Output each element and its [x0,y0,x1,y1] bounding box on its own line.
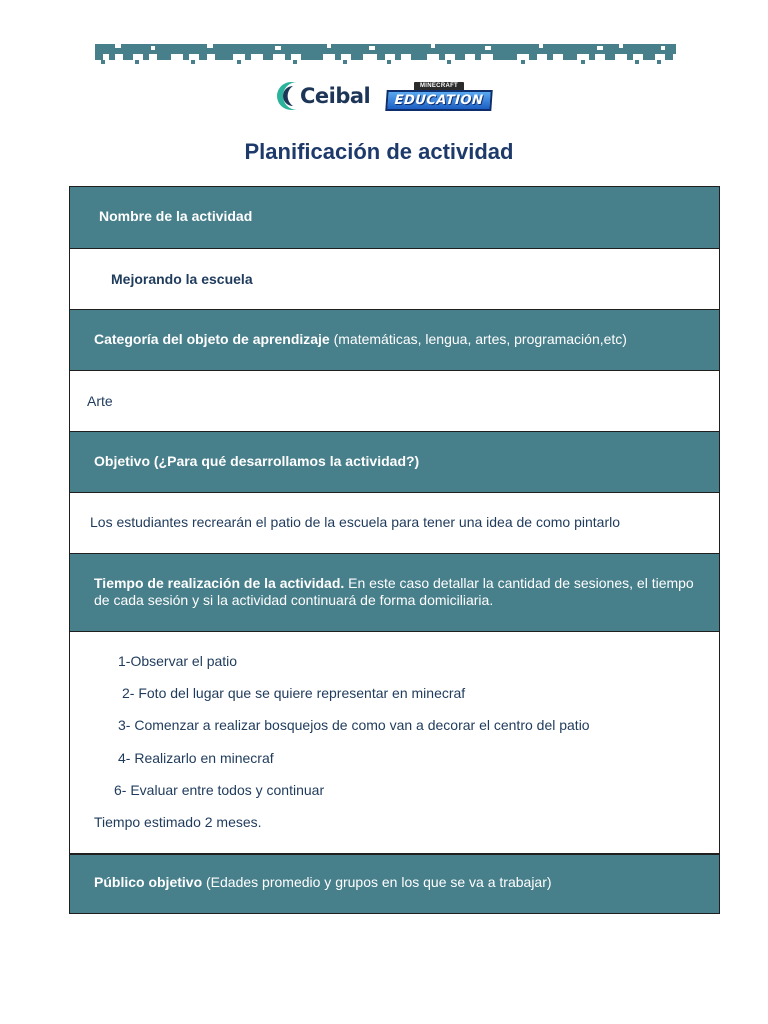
nombre-value-row [70,248,719,309]
categoria-header-row [70,309,719,370]
ceibal-logo-text: Ceibal [300,84,371,108]
step-item: 4- Realizarlo en minecraf [118,750,274,766]
objetivo-value: Los estudiantes recrearán el patio de la escuela para tener una idea de como pintarlo [90,514,621,530]
nombre-label: Nombre de la actividad [99,208,253,224]
step-item: 1-Observar el patio [118,653,238,669]
tiempo-label: Tiempo de realización de la actividad. En este caso detallar la cantidad de sesiones, el tiempo de cada sesión y si la actividad continuará de forma domiciliaria. [94,575,694,608]
logo-bar [0,78,768,114]
tiempo-value-row [70,631,719,853]
pixel-banner [95,44,676,64]
pixel-pattern-graphic [95,44,676,64]
nombre-value: Mejorando la escuela [111,271,253,287]
categoria-value: Arte [87,393,113,409]
objetivo-label: Objetivo (¿Para qué desarrollamos la actividad?) [94,453,420,469]
minecraft-logo-bottom: EDUCATION [385,90,492,111]
publico-label: Público objetivo (Edades promedio y grupos en los que se va a trabajar) [94,874,552,890]
categoria-value-row [70,370,719,431]
minecraft-logo-top: MINECRAFT [414,82,464,91]
objetivo-header-row [70,431,719,492]
ceibal-logo [276,80,370,112]
planning-table [69,186,720,914]
step-item: 2- Foto del lugar que se quiere representar en minecraf [122,685,466,701]
page-title: Planificación de actividad [244,139,514,164]
publico-header-row [70,853,719,913]
estimated-time: Tiempo estimado 2 meses. [94,814,262,830]
nombre-header-row [70,187,719,248]
objetivo-value-row [70,492,719,553]
tiempo-header-row [70,553,719,631]
minecraft-education-logo [386,82,492,112]
step-item: 3- Comenzar a realizar bosquejos de como van a decorar el centro del patio [118,717,590,733]
step-item: 6- Evaluar entre todos y continuar [114,782,325,798]
categoria-label: Categoría del objeto de aprendizaje (matemáticas, lengua, artes, programación,etc) [94,331,627,347]
ceibal-mark-icon [276,81,298,111]
